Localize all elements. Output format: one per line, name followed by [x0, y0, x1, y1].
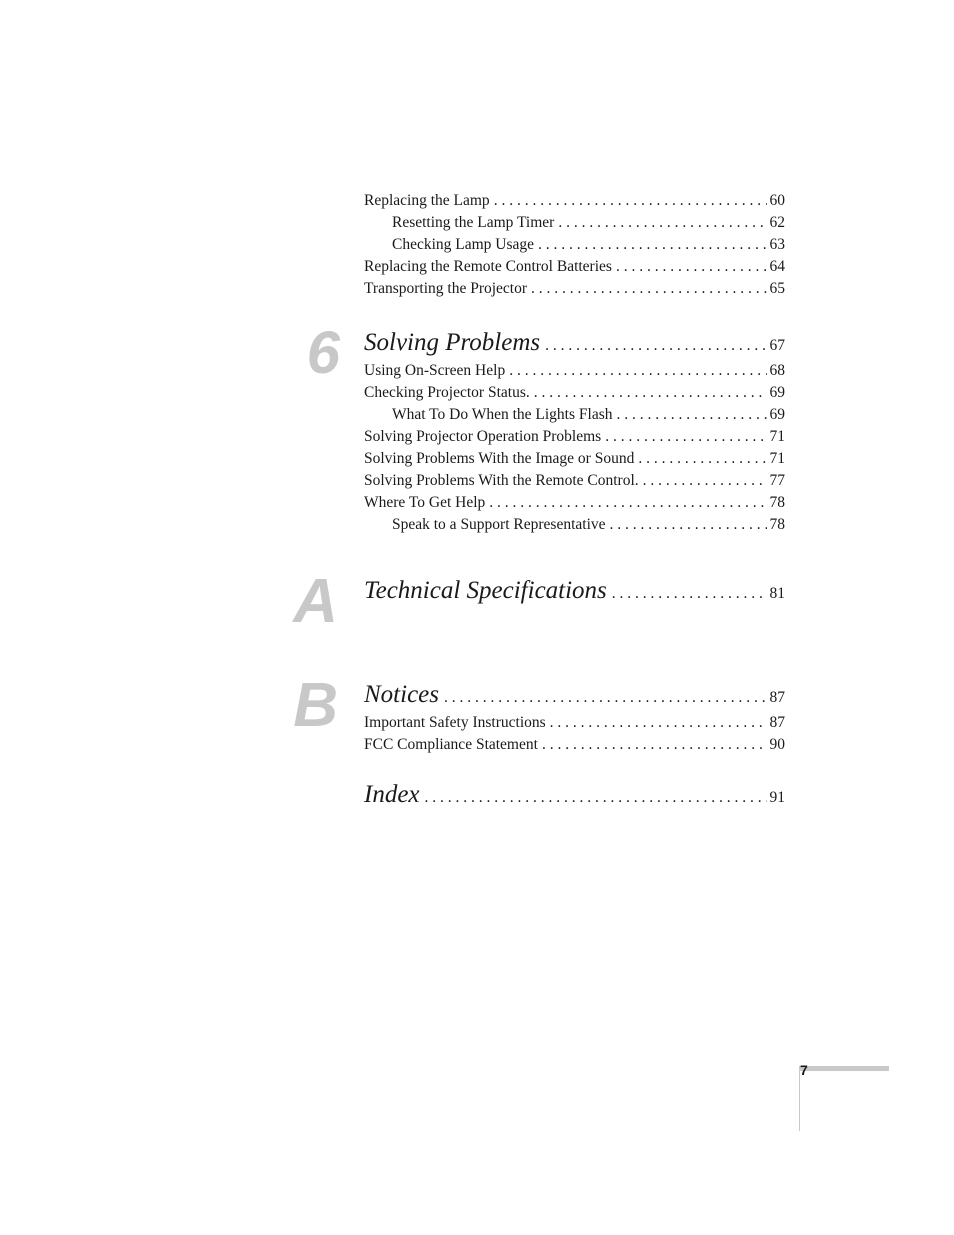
chapter-title: Index [364, 781, 420, 808]
toc-entry-label: Replacing the Lamp [364, 192, 490, 209]
footer-divider [799, 1071, 800, 1131]
chapter-heading-entry[interactable] [364, 778, 785, 812]
dot-leader [616, 404, 766, 426]
dot-leader [494, 190, 767, 212]
dot-leader [534, 382, 767, 404]
toc-entry[interactable] [364, 492, 785, 514]
toc-entry-label: Replacing the Remote Control Batteries [364, 258, 612, 275]
toc-appendix-a [364, 574, 785, 608]
toc-entry[interactable] [364, 448, 785, 470]
toc-entry[interactable] [364, 256, 785, 278]
toc-entry-label: Important Safety Instructions [364, 714, 546, 731]
toc-entry-label: Solving Projector Operation Problems [364, 428, 602, 445]
chapter-6-marker: 6 [306, 319, 340, 386]
appendix-a-marker: A [293, 567, 338, 636]
chapter-page: 87 [769, 689, 785, 706]
chapter-title: Technical Specifications [364, 577, 607, 604]
dot-leader [610, 514, 767, 536]
chapter-title: Solving Problems [364, 329, 541, 356]
toc-entry[interactable] [364, 712, 785, 734]
toc-entry-label: What To Do When the Lights Flash [392, 406, 613, 423]
toc-entry-page: 65 [769, 280, 785, 297]
dot-leader [489, 492, 766, 514]
toc-entry-label: Transporting the Projector [364, 280, 528, 297]
toc-entry[interactable] [364, 360, 785, 382]
footer-rule [799, 1066, 889, 1071]
toc-entry[interactable] [364, 734, 785, 756]
toc-entry[interactable] [364, 470, 785, 492]
toc-index [364, 778, 785, 812]
dot-leader [550, 712, 767, 734]
toc-subentry[interactable] [364, 514, 785, 536]
toc-entry-page: 64 [769, 258, 785, 275]
toc-entry[interactable] [364, 278, 785, 300]
toc-entry-page: 69 [769, 406, 785, 423]
toc-entry-page: 62 [769, 214, 785, 231]
chapter-page: 91 [769, 789, 785, 806]
toc-entry-page: 63 [769, 236, 785, 253]
toc-entry-label: Solving Problems With the Image or Sound [364, 450, 635, 467]
chapter-heading-entry[interactable] [364, 678, 785, 712]
dot-leader [616, 256, 767, 278]
chapter-page: 67 [769, 337, 785, 354]
toc-entry-label: FCC Compliance Statement [364, 736, 538, 753]
chapter-title: Notices [364, 681, 439, 708]
toc-entry-label: Checking Projector Status. [364, 384, 530, 401]
toc-subentry[interactable] [364, 212, 785, 234]
toc-entry-page: 71 [769, 428, 785, 445]
toc-subentry[interactable] [364, 404, 785, 426]
dot-leader [612, 577, 767, 611]
dot-leader [538, 234, 766, 256]
toc-entry[interactable] [364, 382, 785, 404]
dot-leader [425, 781, 767, 815]
chapter-heading-entry[interactable] [364, 326, 785, 360]
toc-entry-page: 77 [769, 472, 785, 489]
toc-entry-label: Using On-Screen Help [364, 362, 506, 379]
toc-entry-page: 60 [769, 192, 785, 209]
dot-leader [542, 734, 767, 756]
toc-entry-page: 69 [769, 384, 785, 401]
toc-entry-page: 78 [769, 494, 785, 511]
toc-subentry[interactable] [364, 234, 785, 256]
chapter-page: 81 [769, 585, 785, 602]
toc-entry-page: 68 [769, 362, 785, 379]
toc-entry-page: 90 [769, 736, 785, 753]
page-number: 7 [800, 1062, 808, 1078]
dot-leader [531, 278, 766, 300]
dot-leader [444, 681, 767, 715]
dot-leader [638, 448, 766, 470]
toc-appendix-b [364, 678, 785, 756]
dot-leader [545, 329, 766, 363]
toc-entry-label: Checking Lamp Usage [392, 236, 535, 253]
appendix-b-marker: B [293, 671, 338, 740]
toc-entry-label: Solving Problems With the Remote Control. [364, 472, 639, 489]
toc-entry-label: Speak to a Support Representative [392, 516, 606, 533]
toc-entry-page: 71 [769, 450, 785, 467]
dot-leader [509, 360, 766, 382]
toc-entry-label: Where To Get Help [364, 494, 486, 511]
toc-chapter-6 [364, 326, 785, 536]
dot-leader [643, 470, 767, 492]
toc-entry-page: 78 [769, 516, 785, 533]
toc-section-maintenance [364, 190, 785, 300]
toc-entry-page: 87 [769, 714, 785, 731]
dot-leader [605, 426, 766, 448]
toc-entry[interactable] [364, 426, 785, 448]
toc-entry-label: Resetting the Lamp Timer [392, 214, 555, 231]
chapter-heading-entry[interactable] [364, 574, 785, 608]
dot-leader [558, 212, 766, 234]
toc-entry[interactable] [364, 190, 785, 212]
